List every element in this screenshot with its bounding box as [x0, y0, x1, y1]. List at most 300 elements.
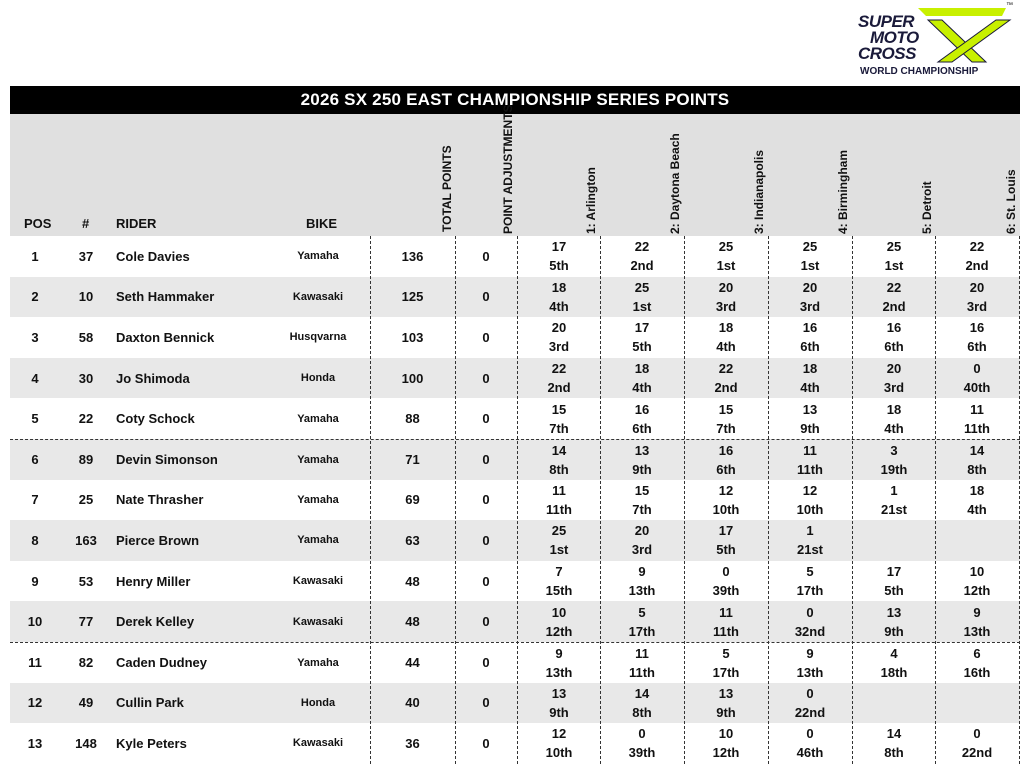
race-points: 25 [551, 523, 567, 539]
total-points-cell: 48 [405, 573, 420, 589]
column-divider [517, 236, 518, 764]
race-points: 14 [969, 442, 985, 458]
race-points: 0 [806, 604, 814, 620]
race-finish: 3rd [883, 380, 905, 396]
race-result-cell [768, 480, 852, 521]
race-points: 1 [890, 482, 898, 498]
table-row [10, 277, 1020, 318]
race-result-cell [517, 520, 601, 561]
race-result-cell [684, 317, 768, 358]
race-points: 7 [555, 564, 563, 580]
total-points-cell: 69 [405, 492, 420, 508]
position-cell: 5 [31, 411, 39, 427]
race-result-cell [517, 277, 601, 318]
position-cell: 4 [31, 370, 39, 386]
race-result-cell [852, 643, 936, 683]
race-points: 14 [634, 685, 650, 701]
race-result-cell [684, 398, 768, 439]
race-finish: 2nd [882, 298, 906, 314]
race-points: 13 [551, 685, 567, 701]
table-row [10, 683, 1020, 724]
point-adjustment-cell: 0 [482, 289, 490, 305]
race-points: 9 [638, 564, 646, 580]
total-points-cell: 48 [405, 614, 420, 630]
race-result-cell [852, 440, 936, 480]
race-finish: 8th [967, 461, 987, 477]
race-points: 1 [806, 523, 814, 539]
header-number: # [82, 216, 90, 231]
column-divider [455, 236, 456, 764]
header-point-adjustments: POINT ADJUSTMENTS [501, 104, 515, 234]
race-points: 20 [802, 279, 818, 295]
race-finish: 6th [800, 339, 820, 355]
point-adjustment-cell: 0 [482, 452, 490, 468]
rider-name-cell: Caden Dudney [116, 655, 208, 671]
point-adjustment-cell: 0 [482, 411, 490, 427]
header-total-points: TOTAL POINTS [440, 145, 454, 232]
race-points: 22 [886, 279, 902, 295]
race-points: 18 [634, 361, 650, 377]
race-finish: 9th [800, 420, 820, 436]
race-result-cell [852, 683, 936, 724]
race-points: 17 [634, 320, 650, 336]
position-cell: 3 [31, 329, 39, 345]
race-points: 22 [634, 239, 650, 255]
race-finish: 5th [632, 339, 652, 355]
race-result-cell [517, 561, 601, 602]
race-finish: 9th [632, 461, 652, 477]
race-finish: 21st [880, 501, 908, 517]
rider-name-cell: Kyle Peters [116, 735, 187, 751]
header-race-6: 6: St. Louis [1004, 169, 1018, 234]
total-points-cell: 71 [405, 452, 420, 468]
race-result-cell [517, 683, 601, 724]
race-result-cell [684, 723, 768, 764]
race-finish: 4th [800, 380, 820, 396]
race-result-cell [768, 520, 852, 561]
race-result-cell [684, 643, 768, 683]
race-points: 5 [806, 564, 814, 580]
race-finish: 7th [716, 420, 736, 436]
point-adjustment-cell: 0 [482, 573, 490, 589]
rider-number-cell: 25 [78, 492, 94, 508]
race-points: 16 [802, 320, 818, 336]
race-finish: 10th [712, 501, 740, 517]
race-finish: 9th [716, 704, 736, 720]
race-result-cell [852, 317, 936, 358]
table-row [10, 642, 1020, 683]
race-finish: 15th [545, 583, 573, 599]
column-divider [370, 236, 371, 764]
race-points: 18 [551, 279, 567, 295]
race-result-cell [517, 358, 601, 399]
race-result-cell [600, 277, 684, 318]
race-result-cell [600, 683, 684, 724]
race-finish: 4th [967, 501, 987, 517]
race-points: 17 [886, 564, 902, 580]
race-points: 11 [552, 482, 566, 498]
race-points: 22 [551, 361, 567, 377]
header-race-3: 3: Indianapolis [752, 149, 766, 234]
rider-name-cell: Cullin Park [116, 695, 184, 711]
bike-cell: Yamaha [297, 656, 339, 669]
race-points: 11 [803, 442, 817, 458]
position-cell: 10 [27, 614, 43, 630]
rider-number-cell: 89 [78, 452, 94, 468]
race-result-cell [852, 561, 936, 602]
point-adjustment-cell: 0 [482, 532, 490, 548]
race-result-cell [684, 561, 768, 602]
column-divider [684, 236, 685, 764]
race-result-cell [768, 601, 852, 642]
logo-subtitle: WORLD CHAMPIONSHIP [860, 66, 979, 77]
rider-number-cell: 49 [78, 695, 94, 711]
race-result-cell [852, 398, 936, 439]
race-finish: 9th [884, 623, 904, 639]
race-result-cell [935, 317, 1019, 358]
rider-number-cell: 22 [78, 411, 94, 427]
race-finish: 8th [549, 461, 569, 477]
race-result-cell [935, 277, 1019, 318]
position-cell: 12 [27, 695, 43, 711]
rider-number-cell: 58 [78, 329, 94, 345]
race-result-cell [935, 561, 1019, 602]
point-adjustment-cell: 0 [482, 695, 490, 711]
race-result-cell [852, 723, 936, 764]
race-points: 9 [973, 604, 981, 620]
total-points-cell: 36 [405, 735, 420, 751]
rider-name-cell: Coty Schock [116, 411, 195, 427]
race-result-cell [600, 643, 684, 683]
position-cell: 6 [31, 452, 39, 468]
position-cell: 8 [31, 532, 39, 548]
logo-line-super: SUPER [858, 12, 915, 31]
race-points: 9 [555, 645, 563, 661]
race-points: 4 [890, 645, 898, 661]
header-race-4: 4: Birmingham [836, 149, 850, 234]
rider-name-cell: Cole Davies [116, 248, 190, 264]
race-points: 17 [551, 239, 567, 255]
race-result-cell [768, 683, 852, 724]
race-result-cell [600, 601, 684, 642]
position-cell: 7 [31, 492, 39, 508]
race-result-cell [600, 236, 684, 277]
bike-cell: Kawasaki [292, 290, 344, 303]
race-points: 0 [722, 564, 730, 580]
race-finish: 6th [632, 420, 652, 436]
race-points: 15 [551, 401, 567, 417]
race-result-cell [935, 723, 1019, 764]
race-result-cell [935, 683, 1019, 724]
race-points: 10 [969, 564, 985, 580]
point-adjustment-cell: 0 [482, 492, 490, 508]
race-points: 13 [634, 442, 650, 458]
position-cell: 11 [28, 655, 42, 671]
race-result-cell [517, 643, 601, 683]
header-rider: RIDER [116, 216, 157, 231]
race-finish: 32nd [794, 623, 826, 639]
rider-name-cell: Jo Shimoda [116, 370, 190, 386]
race-result-cell [852, 601, 936, 642]
race-result-cell [852, 277, 936, 318]
table-row [10, 398, 1020, 439]
race-points: 0 [806, 685, 814, 701]
race-result-cell [684, 683, 768, 724]
race-finish: 40th [963, 380, 991, 396]
race-finish: 2nd [630, 258, 654, 274]
race-points: 0 [973, 726, 981, 742]
rider-number-cell: 82 [78, 655, 94, 671]
column-divider [600, 236, 601, 764]
bike-cell: Yamaha [297, 412, 339, 425]
race-result-cell [517, 398, 601, 439]
race-finish: 7th [549, 420, 569, 436]
total-points-cell: 103 [401, 329, 424, 345]
race-finish: 46th [796, 745, 824, 761]
race-points: 25 [886, 239, 902, 255]
race-points: 22 [718, 361, 734, 377]
race-points: 11 [635, 645, 649, 661]
column-divider [852, 236, 853, 764]
race-result-cell [768, 358, 852, 399]
race-result-cell [935, 480, 1019, 521]
race-points: 20 [886, 361, 902, 377]
point-adjustment-cell: 0 [482, 248, 490, 264]
race-finish: 3rd [715, 298, 737, 314]
race-finish: 12th [712, 745, 740, 761]
total-points-cell: 40 [405, 695, 420, 711]
race-points: 9 [806, 645, 814, 661]
bike-cell: Yamaha [297, 250, 339, 263]
bike-cell: Kawasaki [292, 575, 344, 588]
race-finish: 1st [549, 542, 569, 558]
table-row [10, 480, 1020, 521]
race-points: 16 [634, 401, 650, 417]
race-finish: 22nd [961, 745, 993, 761]
bike-cell: Kawasaki [292, 615, 344, 628]
race-points: 20 [634, 523, 650, 539]
race-finish: 6th [884, 339, 904, 355]
point-adjustment-cell: 0 [482, 735, 490, 751]
race-points: 5 [638, 604, 646, 620]
bike-cell: Honda [300, 372, 336, 385]
header-race-2: 2: Daytona Beach [668, 133, 682, 234]
race-finish: 1st [800, 258, 820, 274]
race-finish: 11th [545, 501, 572, 517]
race-result-cell [600, 520, 684, 561]
race-finish: 1st [632, 298, 652, 314]
race-points: 12 [551, 726, 567, 742]
rider-name-cell: Pierce Brown [116, 532, 200, 548]
race-finish: 2nd [547, 380, 571, 396]
rider-number-cell: 10 [78, 289, 94, 305]
race-result-cell [935, 601, 1019, 642]
race-points: 20 [718, 279, 734, 295]
race-finish: 39th [628, 745, 656, 761]
race-result-cell [684, 277, 768, 318]
total-points-cell: 100 [401, 370, 424, 386]
race-finish: 5th [716, 542, 736, 558]
race-result-cell [684, 520, 768, 561]
race-result-cell [768, 723, 852, 764]
race-result-cell [600, 398, 684, 439]
race-finish: 12th [545, 623, 573, 639]
race-result-cell [935, 358, 1019, 399]
race-points: 14 [551, 442, 567, 458]
race-finish: 12th [963, 583, 991, 599]
race-result-cell [517, 480, 601, 521]
race-result-cell [852, 358, 936, 399]
race-finish: 8th [884, 745, 904, 761]
race-points: 16 [886, 320, 902, 336]
table-row [10, 439, 1020, 480]
race-finish: 3rd [799, 298, 821, 314]
race-finish: 3rd [966, 298, 988, 314]
bike-cell: Yamaha [297, 534, 339, 547]
race-result-cell [600, 723, 684, 764]
race-finish: 4th [632, 380, 652, 396]
position-cell: 9 [31, 573, 39, 589]
race-points: 15 [634, 482, 650, 498]
race-points: 18 [718, 320, 734, 336]
race-points: 14 [886, 726, 902, 742]
race-result-cell [852, 520, 936, 561]
table-row [10, 520, 1020, 561]
total-points-cell: 63 [405, 532, 420, 548]
table-row [10, 723, 1020, 764]
race-result-cell [517, 601, 601, 642]
position-cell: 1 [31, 248, 39, 264]
rider-name-cell: Daxton Bennick [116, 329, 215, 345]
race-points: 25 [718, 239, 734, 255]
race-points: 0 [806, 726, 814, 742]
race-result-cell [852, 480, 936, 521]
header-bike: BIKE [306, 216, 338, 231]
race-points: 11 [970, 401, 984, 417]
rider-name-cell: Derek Kelley [116, 614, 195, 630]
race-points: 18 [802, 361, 818, 377]
race-points: 18 [886, 401, 902, 417]
rider-number-cell: 37 [78, 248, 94, 264]
race-points: 25 [802, 239, 818, 255]
race-points: 12 [802, 482, 818, 498]
race-finish: 17th [712, 664, 740, 680]
header-race-1: 1: Arlington [584, 167, 598, 234]
race-finish: 3rd [548, 339, 570, 355]
point-adjustment-cell: 0 [482, 329, 490, 345]
race-finish: 11th [712, 623, 739, 639]
race-finish: 1st [884, 258, 904, 274]
table-row [10, 358, 1020, 399]
total-points-cell: 136 [401, 248, 424, 264]
race-points: 0 [638, 726, 646, 742]
race-finish: 21st [796, 542, 824, 558]
page-title: 2026 SX 250 EAST CHAMPIONSHIP SERIES POINTS [10, 86, 1020, 114]
race-result-cell [684, 440, 768, 480]
table-row [10, 236, 1020, 277]
race-finish: 3rd [631, 542, 653, 558]
race-result-cell [768, 236, 852, 277]
logo-line-cross: CROSS [858, 44, 916, 63]
rider-number-cell: 148 [75, 735, 97, 751]
race-result-cell [935, 236, 1019, 277]
race-result-cell [768, 440, 852, 480]
race-points: 12 [718, 482, 734, 498]
race-points: 10 [718, 726, 734, 742]
race-result-cell [517, 440, 601, 480]
race-finish: 11th [628, 664, 655, 680]
race-finish: 4th [884, 420, 904, 436]
column-divider [768, 236, 769, 764]
point-adjustment-cell: 0 [482, 614, 490, 630]
race-finish: 5th [549, 258, 569, 274]
race-finish: 10th [796, 501, 824, 517]
bike-cell: Honda [300, 696, 336, 709]
race-points: 18 [969, 482, 985, 498]
rider-number-cell: 30 [78, 370, 94, 386]
race-points: 6 [973, 645, 981, 661]
column-divider [935, 236, 936, 764]
race-points: 5 [722, 645, 730, 661]
race-finish: 18th [880, 664, 908, 680]
race-result-cell [600, 317, 684, 358]
race-points: 13 [886, 604, 902, 620]
race-result-cell [517, 317, 601, 358]
rider-number-cell: 53 [78, 573, 94, 589]
trademark-mark: ™ [1006, 2, 1013, 9]
race-result-cell [517, 236, 601, 277]
race-points: 10 [551, 604, 567, 620]
race-result-cell [768, 317, 852, 358]
bike-cell: Kawasaki [292, 737, 344, 750]
race-points: 25 [634, 279, 650, 295]
race-finish: 8th [632, 704, 652, 720]
race-finish: 13th [963, 623, 991, 639]
race-points: 16 [718, 442, 734, 458]
rider-name-cell: Devin Simonson [116, 452, 218, 468]
race-result-cell [517, 723, 601, 764]
table-row [10, 317, 1020, 358]
column-divider [1019, 236, 1020, 764]
race-finish: 7th [632, 501, 652, 517]
race-finish: 2nd [714, 380, 738, 396]
race-finish: 16th [963, 664, 991, 680]
supermotocross-logo [856, 2, 1016, 82]
race-result-cell [935, 643, 1019, 683]
race-result-cell [935, 440, 1019, 480]
race-finish: 13th [545, 664, 573, 680]
race-points: 22 [969, 239, 985, 255]
table-row [10, 561, 1020, 602]
race-points: 15 [718, 401, 734, 417]
race-result-cell [935, 520, 1019, 561]
total-points-cell: 44 [405, 655, 420, 671]
position-cell: 13 [27, 735, 43, 751]
race-points: 17 [718, 523, 734, 539]
point-adjustment-cell: 0 [482, 370, 490, 386]
race-points: 13 [718, 685, 734, 701]
race-finish: 4th [549, 298, 569, 314]
bike-cell: Husqvarna [289, 331, 347, 344]
point-adjustment-cell: 0 [482, 655, 490, 671]
logo-line-moto: MOTO [870, 28, 919, 47]
race-finish: 4th [716, 339, 736, 355]
race-result-cell [600, 440, 684, 480]
race-finish: 17th [796, 583, 824, 599]
race-result-cell [852, 236, 936, 277]
race-result-cell [935, 398, 1019, 439]
table-header [10, 104, 1020, 236]
